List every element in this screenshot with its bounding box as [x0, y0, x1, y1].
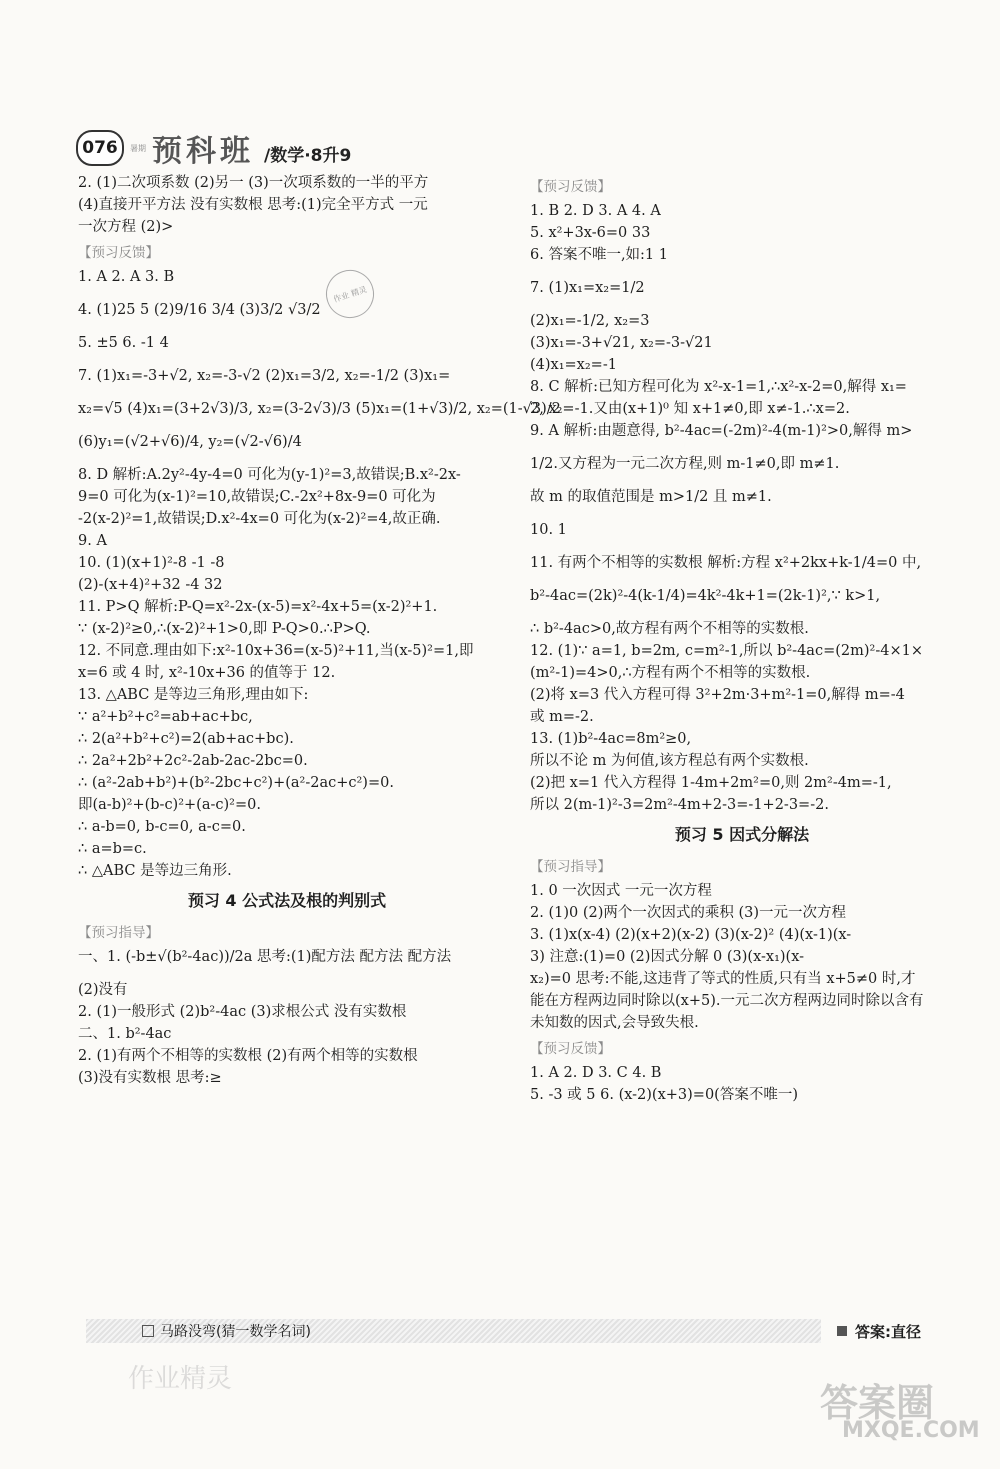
spacer [530, 607, 954, 618]
answer-line: 一、1. (-b±√(b²-4ac))/2a 思考:(1)配方法 配方法 配方法 [78, 949, 452, 965]
answer-line: 故 m 的取值范围是 m>1/2 且 m≠1. [530, 489, 772, 505]
section-tag: 【预习指导】 [530, 859, 611, 875]
answer-line: 1. 0 一次因式 一元一次方程 [530, 883, 712, 899]
spacer [78, 968, 496, 979]
answer-line: (2)把 x=1 代入方程得 1-4m+2m²=0,则 2m²-4m=-1, [530, 775, 892, 791]
answer-line: 1. A 2. A 3. B [78, 269, 175, 285]
brand-small-label: 暑期 [130, 143, 146, 153]
answer-line: (4)x₁=x₂=-1 [530, 357, 617, 373]
spacer [530, 574, 954, 585]
answer-line: ∴ a-b=0, b-c=0, a-c=0. [78, 819, 246, 835]
section-tag: 【预习指导】 [78, 925, 159, 941]
section-title: 预习 5 因式分解法 [674, 825, 810, 844]
answer-line: 11. P>Q 解析:P-Q=x²-2x-(x-5)=x²-4x+5=(x-2)²+1. [78, 599, 438, 615]
answer-line: (3)没有实数根 思考:≥ [78, 1070, 222, 1086]
section-tag-row [530, 1034, 954, 1062]
answer-line: ∴ 2a²+2b²+2c²-2ab-2ac-2bc=0. [78, 753, 308, 769]
section-tag-row [78, 918, 496, 946]
answer-line: 9=0 可化为(x-1)²=10,故错误;C.-2x²+8x-9=0 可化为 [78, 489, 436, 505]
subject-label: /数学·8升9 [264, 145, 352, 166]
answer-line: -2(x-2)²=1,故错误;D.x²-4x=0 可化为(x-2)²=4,故正确. [78, 511, 441, 527]
answer-line: 6. 答案不唯一,如:1 1 [530, 247, 668, 263]
answer-line: 1. B 2. D 3. A 4. A [530, 203, 661, 219]
answer-line: 二、1. b²-4ac [78, 1026, 172, 1042]
answer-line: 8. D 解析:A.2y²-4y-4=0 可化为(y-1)²=3,故错误;B.x²-2x- [78, 467, 461, 483]
answer-line: (2)x₁=-1/2, x₂=3 [530, 313, 650, 329]
riddle-bar [86, 1319, 821, 1343]
answer-line: 12. 不同意.理由如下:x²-10x+36=(x-5)²+11,当(x-5)²=1,即 [78, 643, 474, 659]
answer-line: 10. 1 [530, 522, 567, 538]
spacer [530, 475, 954, 486]
right-column [530, 172, 954, 1106]
answer-line: 12. (1)∵ a=1, b=2m, c=m²-1,所以 b²-4ac=(2m)²-4×1× [530, 643, 923, 659]
answer-line: 10. (1)(x+1)²-8 -1 -8 [78, 555, 225, 571]
left-column [78, 172, 561, 1089]
answer-line: 5. -3 或 5 6. (x-2)(x+3)=0(答案不唯一) [530, 1087, 798, 1103]
answer-line: 11. 有两个不相等的实数根 解析:方程 x²+2kx+k-1/4=0 中, [530, 555, 922, 571]
answer-line: (4)直接开平方法 没有实数根 思考:(1)完全平方式 一元 [78, 197, 428, 213]
watermark-url: MXQE.COM [842, 1418, 980, 1443]
stamp-icon: 作业 精灵 [320, 264, 380, 324]
answer-line: b²-4ac=(2k)²-4(k-1/4)=4k²-4k+1=(2k-1)²,∵ k>1, [530, 588, 881, 604]
answer-line: ∴ 2(a²+b²+c²)=2(ab+ac+bc). [78, 731, 294, 747]
spacer [530, 266, 954, 277]
riddle-answer-text: 答案:直径 [855, 1322, 921, 1341]
checkbox-icon [142, 1325, 154, 1337]
answer-line: (2)将 x=3 代入方程可得 3²+2m·3+m²-1=0,解得 m=-4 [530, 687, 905, 703]
answer-line: ∴ a=b=c. [78, 841, 147, 857]
spacer [78, 354, 496, 365]
answer-line: 9. A 解析:由题意得, b²-4ac=(-2m)²-4(m-1)²>0,解得 m> [530, 423, 913, 439]
answer-line: ∴ b²-4ac>0,故方程有两个不相等的实数根. [530, 621, 809, 637]
answer-line: ∵ (x-2)²≥0,∴(x-2)²+1>0,即 P-Q>0.∴P>Q. [78, 621, 371, 637]
section-tag-row [78, 238, 496, 266]
section-tag: 【预习反馈】 [78, 245, 159, 261]
section-tag-row [530, 852, 954, 880]
page-footer [86, 1318, 956, 1344]
spacer [78, 420, 496, 431]
spacer [530, 541, 954, 552]
answer-line: 5. x²+3x-6=0 33 [530, 225, 651, 241]
answer-line: x₂=√5 (4)x₁=(3+2√3)/3, x₂=(3-2√3)/3 (5)x₁=(1+√3)/2, x₂=(1-√3)/2 [78, 401, 561, 417]
spacer [78, 288, 496, 299]
answer-line: 未知数的因式,会导致失根. [530, 1015, 699, 1031]
answer-line: 3. (1)x(x-4) (2)(x+2)(x-2) (3)(x-2)² (4)(x-1)(x- [530, 927, 852, 943]
answer-line: x=6 或 4 时, x²-10x+36 的值等于 12. [78, 665, 336, 681]
section-tag: 【预习反馈】 [530, 1041, 611, 1057]
answer-line: 一次方程 (2)> [78, 219, 174, 235]
answer-line: 2, x₂=-1.又由(x+1)⁰ 知 x+1≠0,即 x≠-1.∴x=2. [530, 401, 850, 417]
answer-line: 2. (1)有两个不相等的实数根 (2)有两个相等的实数根 [78, 1048, 418, 1064]
answer-line: 能在方程两边同时除以(x+5).一元二次方程两边同时除以含有 [530, 993, 924, 1009]
spacer [530, 508, 954, 519]
spacer [530, 442, 954, 453]
answer-line: (6)y₁=(√2+√6)/4, y₂=(√2-√6)/4 [78, 434, 302, 450]
answer-line: (2)-(x+4)²+32 -4 32 [78, 577, 223, 593]
answer-line: 或 m=-2. [530, 709, 594, 725]
answer-line: 8. C 解析:已知方程可化为 x²-x-1=1,∴x²-x-2=0,解得 x₁= [530, 379, 907, 395]
riddle-text: 马路没弯(猜一数学名词) [160, 1324, 311, 1340]
spacer [530, 299, 954, 310]
spacer [78, 321, 496, 332]
answer-line: 即(a-b)²+(b-c)²+(a-c)²=0. [78, 797, 261, 813]
answer-line: 13. △ABC 是等边三角形,理由如下: [78, 687, 309, 703]
answer-line: (3)x₁=-3+√21, x₂=-3-√21 [530, 335, 713, 351]
square-icon [837, 1326, 847, 1336]
answer-line: 2. (1)二次项系数 (2)另一 (3)一次项系数的一半的平方 [78, 175, 429, 191]
riddle-answer [837, 1321, 921, 1342]
ghost-watermark: 作业精灵 [128, 1364, 233, 1394]
answer-line: ∵ a²+b²+c²=ab+ac+bc, [78, 709, 253, 725]
section-title: 预习 4 公式法及根的判别式 [187, 891, 387, 910]
page-number: 076 [76, 130, 124, 166]
page-header [76, 128, 496, 168]
answer-line: ∴ (a²-2ab+b²)+(b²-2bc+c²)+(a²-2ac+c²)=0. [78, 775, 394, 791]
answer-line: ∴ △ABC 是等边三角形. [78, 863, 232, 879]
answer-line: 4. (1)25 5 (2)9/16 3/4 (3)3/2 √3/2 [78, 302, 321, 318]
answer-line: 7. (1)x₁=x₂=1/2 [530, 280, 645, 296]
answer-line: 所以 2(m-1)²-3=2m²-4m+2-3=-1+2-3=-2. [530, 797, 829, 813]
answer-line: 13. (1)b²-4ac=8m²≥0, [530, 731, 692, 747]
brand-title: 预科班 [152, 134, 254, 169]
answer-line: (m²-1)=4>0,∴方程有两个不相等的实数根. [530, 665, 811, 681]
answer-line: x₂)=0 思考:不能,这违背了等式的性质,只有当 x+5≠0 时,才 [530, 971, 916, 987]
answer-line: 所以不论 m 为何值,该方程总有两个实数根. [530, 753, 809, 769]
spacer [78, 453, 496, 464]
answer-line: 3) 注意:(1)=0 (2)因式分解 0 (3)(x-x₁)(x- [530, 949, 805, 965]
answer-line: 5. ±5 6. -1 4 [78, 335, 169, 351]
watermark-logo: 答案圈 [820, 1381, 935, 1425]
answer-line: 2. (1)一般形式 (2)b²-4ac (3)求根公式 没有实数根 [78, 1004, 407, 1020]
spacer [78, 387, 496, 398]
section-tag: 【预习反馈】 [530, 179, 611, 195]
answer-line: 1. A 2. D 3. C 4. B [530, 1065, 662, 1081]
answer-line: 7. (1)x₁=-3+√2, x₂=-3-√2 (2)x₁=3/2, x₂=-1/2 (3)x₁= [78, 368, 451, 384]
answer-line: 1/2.又方程为一元二次方程,则 m-1≠0,即 m≠1. [530, 456, 840, 472]
answer-line: 2. (1)0 (2)两个一次因式的乘积 (3)一元一次方程 [530, 905, 847, 921]
answer-line: (2)没有 [78, 982, 128, 998]
answer-line: 9. A [78, 533, 107, 549]
section-tag-row [530, 172, 954, 200]
